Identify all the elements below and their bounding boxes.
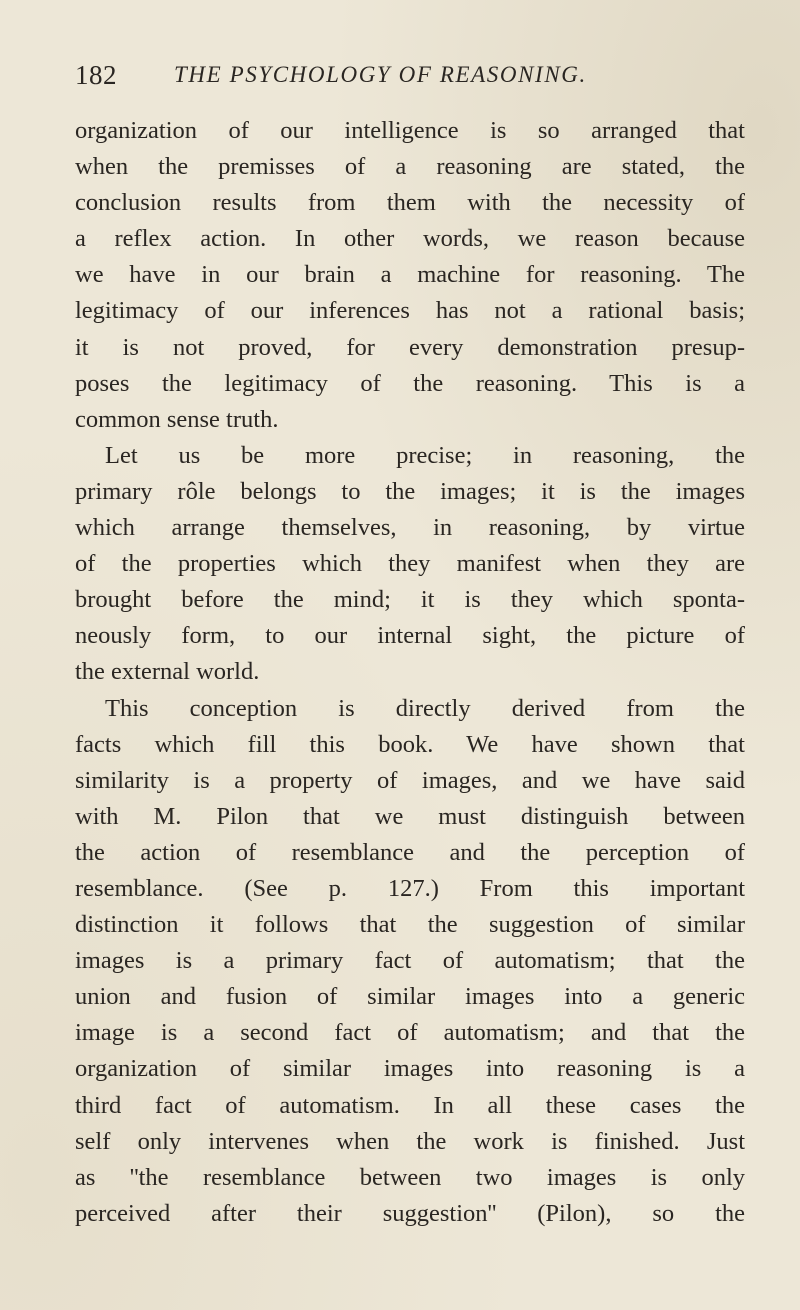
text-line: union and fusion of similar images into a generic <box>75 983 745 1011</box>
text-line: self only intervenes when the work is finished. Just <box>75 1127 745 1155</box>
text-line: images is a primary fact of automatism; that the <box>75 947 745 975</box>
page-header <box>75 60 675 100</box>
text-line: poses the legitimacy of the reasoning. This is a <box>75 369 745 397</box>
text-line: legitimacy of our inferences has not a rational basis; <box>75 297 745 325</box>
text-line: This conception is directly derived from the <box>105 694 745 722</box>
text-line: resemblance. (See p. 127.) From this important <box>75 874 745 902</box>
text-line: primary rôle belongs to the images; it is the images <box>75 477 745 505</box>
text-line: distinction it follows that the suggestion of similar <box>75 911 745 939</box>
text-line: common sense truth. <box>75 405 279 433</box>
text-line: similarity is a property of images, and we have said <box>75 766 745 794</box>
text-line: brought before the mind; it is they which sponta- <box>75 586 745 614</box>
text-line: image is a second fact of automatism; and that the <box>75 1019 745 1047</box>
text-line: a reflex action. In other words, we reason because <box>75 225 745 253</box>
text-line: as ''the resemblance between two images is only <box>75 1163 745 1191</box>
text-line: it is not proved, for every demonstration presup- <box>75 333 745 361</box>
text-line: Let us be more precise; in reasoning, the <box>105 441 745 469</box>
running-head: THE PSYCHOLOGY OF REASONING. <box>174 62 587 87</box>
text-line: of the properties which they manifest when they are <box>75 550 745 578</box>
text-line: perceived after their suggestion'' (Pilon), so the <box>75 1199 745 1227</box>
text-line: we have in our brain a machine for reasoning. The <box>75 261 745 289</box>
text-line: facts which fill this book. We have shown that <box>75 730 745 758</box>
text-line: the action of resemblance and the perception of <box>75 838 745 866</box>
text-line: third fact of automatism. In all these cases the <box>75 1091 745 1119</box>
text-line: with M. Pilon that we must distinguish between <box>75 802 745 830</box>
text-line: organization of similar images into reasoning is a <box>75 1055 745 1083</box>
text-line: conclusion results from them with the necessity of <box>75 189 745 217</box>
text-line: neously form, to our internal sight, the picture of <box>75 622 745 650</box>
text-line: the external world. <box>75 658 260 686</box>
text-line: which arrange themselves, in reasoning, by virtue <box>75 514 745 542</box>
body-text <box>75 113 745 1232</box>
text-line: organization of our intelligence is so arranged that <box>75 117 745 144</box>
text-line: when the premisses of a reasoning are stated, the <box>75 153 745 181</box>
page-number: 182 <box>75 60 117 90</box>
